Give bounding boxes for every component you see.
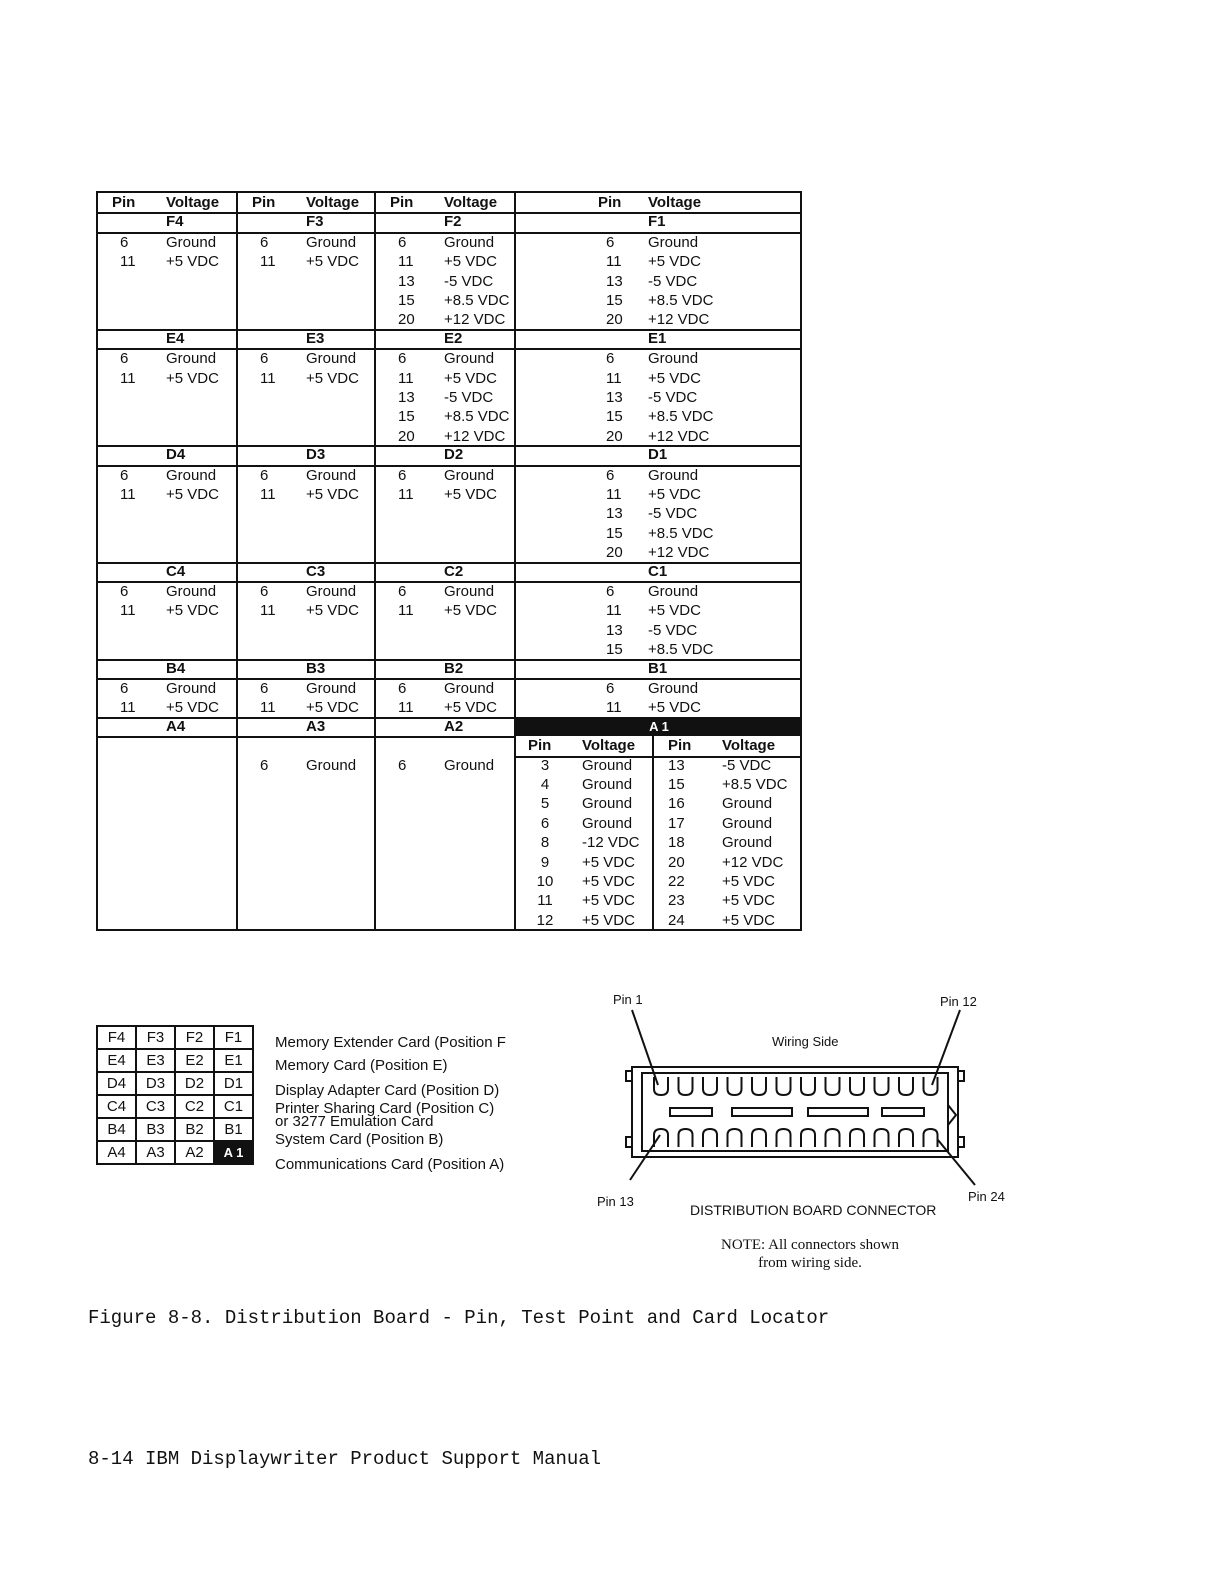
connector-pin-bottom [703,1129,717,1147]
pin-number: 20 [606,544,623,562]
a1-pin-voltage: Ground [582,814,633,832]
pin-number: 11 [260,602,276,620]
pin-number: 11 [606,369,622,387]
pin-number: 11 [398,253,414,271]
pin-voltage: Ground [444,756,495,774]
pin-number: 6 [398,583,407,600]
pin-number: 6 [606,583,615,600]
pin-voltage: -5 VDC [648,389,698,406]
a1-pin-number: 18 [668,834,685,852]
header-voltage: Voltage [444,194,498,211]
pin-voltage: +5 VDC [306,486,359,503]
pin-number: 11 [606,486,622,503]
connector-inner [642,1073,948,1151]
pin-number: 13 [606,621,623,639]
group-label-b2: B2 [444,659,464,677]
pin-number: 6 [120,466,129,484]
legend-position-c: Printer Sharing Card (Position C) [275,1100,495,1117]
pin-number: 6 [398,350,407,368]
pin-voltage: Ground [306,233,357,251]
wiring-side-label: Wiring Side [772,1034,839,1049]
pin-number: 6 [260,233,269,251]
pin-number: 11 [398,699,414,717]
pin-voltage: Ground [166,233,217,251]
a1-pin-number: 24 [668,911,685,929]
connector-body [632,1067,958,1157]
locator-cell-e2: E2 [175,1049,214,1072]
a1-pin-number: 16 [668,795,685,813]
pin-voltage: Ground [166,350,217,368]
pin-number: 11 [120,253,136,271]
pin-number: 6 [606,680,615,697]
pin-voltage: Ground [444,233,495,251]
locator-cell-f2: F2 [175,1026,214,1049]
pin-voltage: +12 VDC [648,427,710,445]
locator-cell-a3: A3 [136,1141,175,1164]
legend-position-f: Memory Extender Card (Position F [275,1034,506,1051]
pin-number: 6 [260,680,269,697]
pin-voltage: +8.5 VDC [648,641,714,659]
pin-number: 15 [398,408,415,426]
a1-pin-voltage: +5 VDC [722,873,775,890]
a1-pin-voltage: -12 VDC [582,834,640,852]
pin-number: 20 [606,311,623,329]
pin-number: 11 [260,486,276,503]
pin-number: 6 [260,756,269,774]
page-footer: 8-14 IBM Displaywriter Product Support Manual [88,1448,602,1470]
a1-pin-number: 17 [668,814,685,832]
a1-pin-voltage: -5 VDC [722,756,772,774]
pin-24-leader [938,1140,975,1185]
pin-voltage: Ground [648,466,699,484]
pin-voltage: Ground [444,583,495,600]
a1-pin-number: 11 [537,892,553,910]
pin-number: 6 [120,583,129,600]
header-voltage: Voltage [306,194,360,211]
pin-number: 11 [606,699,622,717]
pin-number: 6 [606,233,615,251]
pin-number: 15 [606,641,623,659]
locator-row [97,1026,253,1049]
connector-pin-bottom [924,1129,938,1147]
locator-cell-a1: A 1 [214,1141,253,1164]
pin-voltage-table [96,191,802,931]
pin-number: 6 [120,680,129,697]
pin-voltage: Ground [444,680,495,697]
pin-number: 13 [606,389,623,406]
locator-cell-f3: F3 [136,1026,175,1049]
pin-voltage: +5 VDC [166,369,219,387]
header-pin: Pin [390,194,414,211]
a1-pin-voltage: +5 VDC [722,911,775,929]
pin-voltage: +5 VDC [166,486,219,503]
pin-voltage: -5 VDC [648,505,698,523]
pin-number: 11 [260,699,276,717]
group-label-b3: B3 [306,659,326,677]
pin-voltage: -5 VDC [648,272,698,290]
pin-number: 11 [120,602,136,620]
a1-pin-number: 8 [540,834,550,852]
connector-title: DISTRIBUTION BOARD CONNECTOR [690,1202,937,1218]
pin-number: 13 [398,272,415,290]
pin-number: 15 [398,292,415,309]
pin-voltage: +12 VDC [444,427,506,445]
connector-pin-top [899,1077,913,1095]
a1-pin-voltage: Ground [722,795,773,813]
pin-12-label: Pin 12 [940,994,977,1009]
pin-voltage: +8.5 VDC [444,408,510,426]
pin-voltage: +5 VDC [648,602,701,620]
locator-cell-b2: B2 [175,1118,214,1141]
pin-voltage: +5 VDC [648,486,701,503]
connector-pin-bottom [899,1129,913,1147]
connector-pin-top [777,1077,791,1095]
pin-number: 6 [120,233,129,251]
pin-voltage: Ground [306,756,357,774]
pin-number: 11 [120,699,136,717]
locator-cell-f1: F1 [214,1026,253,1049]
group-label-e4: E4 [166,329,185,347]
a1-pin-voltage: +5 VDC [582,853,635,871]
connector-pin-bottom [850,1129,864,1147]
group-label-e3: E3 [306,329,325,347]
locator-row [97,1118,253,1141]
group-label-a2: A2 [444,717,464,735]
pin-number: 13 [606,505,623,523]
pin-voltage: -5 VDC [444,389,494,406]
connector-pin-bottom [679,1129,693,1147]
legend-position-e: Memory Card (Position E) [275,1057,448,1074]
pin-number: 15 [606,292,623,309]
group-label-b1: B1 [648,659,668,677]
header-voltage: Voltage [166,194,220,211]
a1-pin-voltage: Ground [722,834,773,852]
pin-number: 20 [398,311,415,329]
pin-number: 13 [398,389,415,406]
locator-cell-b4: B4 [97,1118,136,1141]
pin-voltage: Ground [166,583,217,600]
top-pin-row [654,1077,938,1095]
locator-cell-e4: E4 [97,1049,136,1072]
pin-voltage: -5 VDC [648,621,698,639]
locator-cell-e1: E1 [214,1049,253,1072]
group-label-a3: A3 [306,717,326,735]
pin-voltage: Ground [648,233,699,251]
group-label-d4: D4 [166,446,186,464]
a1-pin-number: 6 [540,814,550,832]
pin-number: 20 [398,427,415,445]
locator-cell-d3: D3 [136,1072,175,1095]
a1-header-pin-left: Pin [528,737,552,755]
group-label-d3: D3 [306,446,326,464]
connector-pin-top [752,1077,766,1095]
group-label-a4: A4 [166,717,186,735]
connector-pin-top [679,1077,693,1095]
locator-row [97,1049,253,1072]
card-locator-grid [96,1025,254,1165]
pin-voltage: Ground [306,583,357,600]
pin-voltage: +5 VDC [306,253,359,271]
locator-cell-a4: A4 [97,1141,136,1164]
pin-number: 11 [120,486,136,503]
pin-number: 6 [260,466,269,484]
pin-voltage: +5 VDC [306,369,359,387]
a1-pin-voltage: +5 VDC [582,911,635,929]
group-label-c4: C4 [166,562,186,580]
a1-pin-voltage: +5 VDC [722,892,775,910]
locator-cell-c4: C4 [97,1095,136,1118]
pin-voltage: Ground [648,350,699,368]
header-pin: Pin [252,194,276,211]
header-pin: Pin [598,194,622,211]
a1-pin-number: 15 [668,776,685,793]
legend-position-d: Display Adapter Card (Position D) [275,1082,500,1099]
a1-header-voltage-right: Voltage [722,737,776,755]
pin-number: 6 [398,680,407,697]
group-label-f3: F3 [306,213,324,231]
pin-1-label: Pin 1 [613,992,643,1007]
a1-pin-number: 3 [540,756,550,774]
pin-voltage: +8.5 VDC [648,524,714,542]
note [700,1236,920,1272]
group-label-c3: C3 [306,562,326,580]
pin-voltage: Ground [306,680,357,697]
connector-pin-top [875,1077,889,1095]
locator-cell-d4: D4 [97,1072,136,1095]
header-pin: Pin [112,194,136,211]
a1-pin-number: 23 [668,892,685,910]
group-label-c1: C1 [648,562,668,580]
pin-number: 11 [260,369,276,387]
locator-cell-e3: E3 [136,1049,175,1072]
pin-voltage: +5 VDC [444,486,497,503]
connector-pin-top [924,1077,938,1095]
a1-pin-number: 9 [540,853,550,871]
connector-pin-top [801,1077,815,1095]
connector-pin-top [728,1077,742,1095]
pin-number: 15 [606,408,623,426]
locator-cell-b3: B3 [136,1118,175,1141]
a1-pin-voltage: +5 VDC [582,892,635,910]
pin-number: 11 [606,602,622,620]
locator-row [97,1095,253,1118]
a1-pin-number: 12 [536,911,554,929]
a1-pin-voltage: Ground [582,756,633,774]
group-label-e2: E2 [444,329,463,347]
locator-cell-c3: C3 [136,1095,175,1118]
pin-voltage: Ground [166,466,217,484]
a1-pin-number: 20 [668,853,685,871]
legend-position-a: Communications Card (Position A) [275,1156,505,1173]
locator-cell-d2: D2 [175,1072,214,1095]
slot-1 [670,1108,712,1116]
connector-pin-top [850,1077,864,1095]
pin-number: 6 [398,233,407,251]
connector-pin-bottom [728,1129,742,1147]
pin-voltage: +12 VDC [648,544,710,562]
group-label-f1: F1 [648,213,666,231]
pin-voltage: +5 VDC [444,369,497,387]
group-label-e1: E1 [648,329,667,347]
group-label-a1: A 1 [516,717,802,736]
pin-number: 6 [260,583,269,600]
locator-cell-c2: C2 [175,1095,214,1118]
pin-number: 11 [120,369,136,387]
connector-pin-bottom [826,1129,840,1147]
pin-voltage: Ground [166,680,217,697]
pin-voltage: Ground [444,466,495,484]
slot-2 [732,1108,792,1116]
pin-voltage: +5 VDC [166,602,219,620]
a1-pin-number: 5 [540,795,550,813]
group-label-c2: C2 [444,562,464,580]
pin-number: 15 [606,524,623,542]
connector-pin-bottom [777,1129,791,1147]
pin-number: 6 [606,350,615,368]
figure-caption: Figure 8-8. Distribution Board - Pin, Test Point and Card Locator [88,1307,830,1329]
pin-number: 6 [260,350,269,368]
pin-voltage: +5 VDC [306,602,359,620]
pin-voltage: +12 VDC [444,311,506,329]
a1-pin-voltage: Ground [582,795,633,813]
pin-number: 11 [398,369,414,387]
connector-pin-bottom [654,1129,668,1147]
note-line-1: NOTE: All connectors shown [721,1237,899,1253]
pin-voltage: +5 VDC [444,602,497,620]
slot-4 [882,1108,924,1116]
connector-pin-bottom [752,1129,766,1147]
pin-number: 13 [606,272,623,290]
bottom-pin-row [654,1129,938,1147]
pin-number: 11 [398,602,414,620]
pin-number: 6 [120,350,129,368]
a1-pin-number: 22 [668,873,685,890]
group-label-d2: D2 [444,446,464,464]
pin-number: 11 [398,486,414,503]
pin-number: 6 [398,756,407,774]
pin-voltage: Ground [306,466,357,484]
a1-header-pin-right: Pin [668,737,692,755]
connector-pin-top [703,1077,717,1095]
a1-pin-voltage: +5 VDC [582,873,635,890]
pin-voltage: Ground [306,350,357,368]
locator-cell-d1: D1 [214,1072,253,1095]
locator-cell-c1: C1 [214,1095,253,1118]
pin-voltage: +5 VDC [166,253,219,271]
a1-pin-voltage: Ground [582,776,633,793]
a1-center-divider [652,736,654,929]
pin-voltage: +5 VDC [648,369,701,387]
pin-24-label: Pin 24 [968,1189,1005,1204]
pin-voltage: +5 VDC [444,699,497,717]
pin-number: 6 [398,466,407,484]
locator-row [97,1072,253,1095]
pin-voltage: -5 VDC [444,272,494,290]
pin-number: 20 [606,427,623,445]
a1-pin-number: 10 [536,873,554,890]
a1-pin-voltage: +12 VDC [722,853,784,871]
pin-number: 6 [606,466,615,484]
slot-3 [808,1108,868,1116]
connector-pin-top [826,1077,840,1095]
pin-voltage: +5 VDC [444,253,497,271]
pin-voltage: +8.5 VDC [648,408,714,426]
header-voltage: Voltage [648,194,702,211]
group-label-divider [98,736,516,738]
locator-cell-a2: A2 [175,1141,214,1164]
legend-position-b: System Card (Position B) [275,1131,444,1148]
pin-voltage: Ground [648,583,699,600]
pin-voltage: +12 VDC [648,311,710,329]
connector-pin-bottom [801,1129,815,1147]
distribution-board-connector-drawing [620,1005,980,1195]
pin-voltage: +5 VDC [306,699,359,717]
note-line-2: from wiring side. [758,1255,862,1271]
pin-voltage: +5 VDC [648,699,701,717]
a1-header-voltage-left: Voltage [582,737,636,755]
pin-voltage: +8.5 VDC [648,292,714,309]
connector-pin-bottom [875,1129,889,1147]
a1-pin-voltage: Ground [722,814,773,832]
legend-position-c-alt: or 3277 Emulation Card [275,1113,434,1130]
a1-pin-voltage: +8.5 VDC [722,776,788,793]
a1-pin-number: 4 [540,776,550,793]
group-label-f2: F2 [444,213,462,231]
pin-13-label: Pin 13 [597,1194,634,1209]
locator-row [97,1141,253,1164]
a1-pin-number: 13 [668,756,685,774]
pin-voltage: +8.5 VDC [444,292,510,309]
group-label-f4: F4 [166,213,184,231]
pin-voltage: +5 VDC [648,253,701,271]
pin-number: 11 [606,253,622,271]
locator-cell-f4: F4 [97,1026,136,1049]
key-notch [948,1105,956,1125]
group-label-d1: D1 [648,446,668,464]
pin-voltage: Ground [444,350,495,368]
group-label-b4: B4 [166,659,186,677]
pin-number: 11 [260,253,276,271]
pin-voltage: +5 VDC [166,699,219,717]
pin-voltage: Ground [648,680,699,697]
locator-cell-b1: B1 [214,1118,253,1141]
